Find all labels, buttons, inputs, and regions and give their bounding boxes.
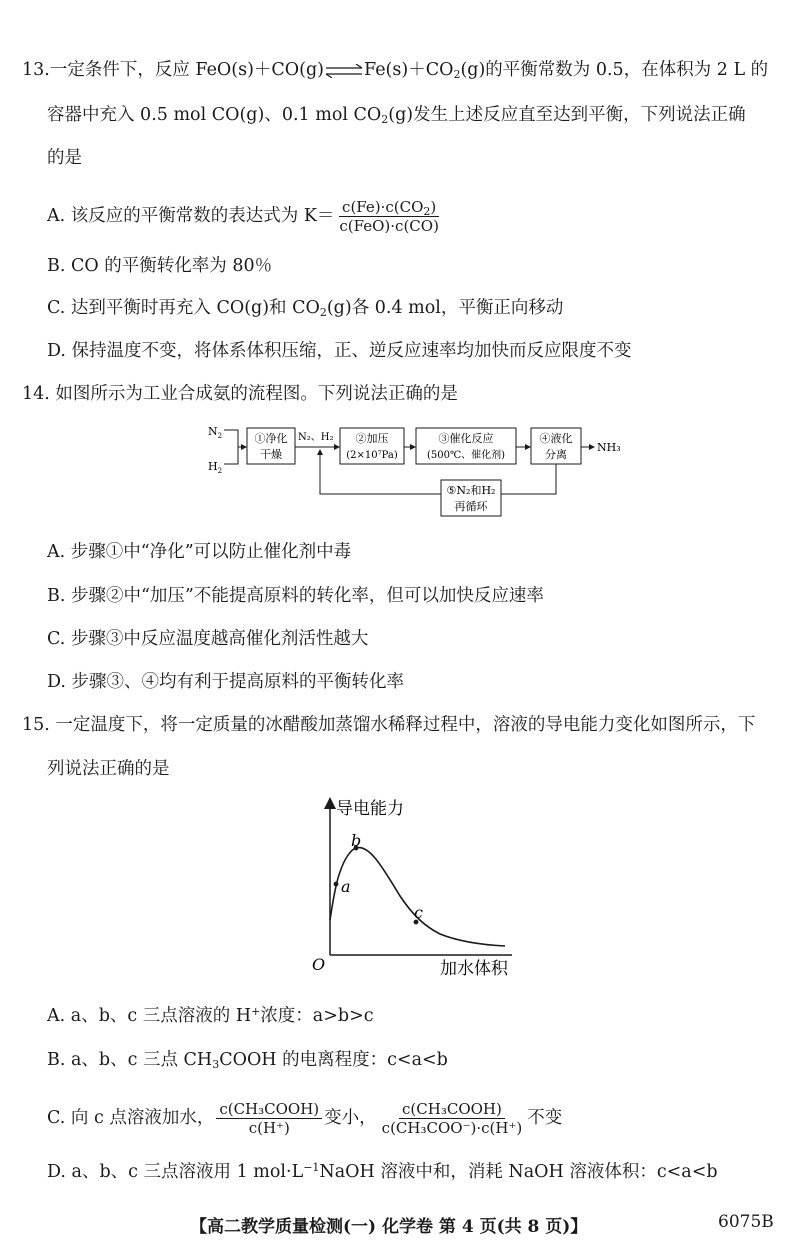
svg-text:②加压: ②加压 (355, 432, 389, 445)
point-a-label: a (341, 877, 351, 896)
equilibrium-arrow-icon (324, 64, 364, 78)
q14-stem: 14. 如图所示为工业合成氨的流程图。下列说法正确的是 (22, 384, 458, 404)
origin-label: O (312, 955, 326, 974)
q15-option-c: C. 向 c 点溶液加水， $\frac{\text{c(CH₃COOH)}}{c(H^+)}$ 变小， $\frac{\text{c(CH₃COOH)}}{\text{c(CH₃COO⁻)·c(H⁺)}}$ 不变 (47, 1100, 563, 1137)
q13-option-a: A. 该反应的平衡常数的表达式为 K＝ $\frac{c(Fe)\cdot c(CO_2)}{\text{c(FeO)·c(CO)}}$ (47, 198, 444, 235)
svg-text:④液化: ④液化 (539, 432, 573, 445)
q14-option-b: B. 步骤②中“加压”不能提高原料的转化率，但可以加快反应速率 (47, 586, 544, 606)
equilibrium-constant-fraction: $\frac{c(Fe)\cdot c(CO_2)}{\text{c(FeO)·c(CO)}}$ (339, 198, 439, 235)
ammonia-synthesis-flowchart (200, 418, 630, 523)
svg-text:⑤N₂和H₂: ⑤N₂和H₂ (446, 484, 496, 497)
q13-stem-line1: 13.一定条件下，反应 FeO(s)＋CO(g) $Fe(s)+CO_2(g)$的平衡常数为 0.5，在体积为 2 L 的 (22, 60, 769, 81)
svg-text:再循环: 再循环 (454, 500, 488, 513)
svg-text:分离: 分离 (545, 448, 567, 461)
paper-code: 6075B (718, 1212, 774, 1232)
conductivity-graph (300, 790, 540, 980)
x-axis-label: 加水体积 (440, 959, 508, 979)
q13-stem-line3: 的是 (47, 148, 82, 168)
q13-option-b: B. CO 的平衡转化率为 80％ (47, 256, 273, 276)
y-axis-label: 导电能力 (336, 799, 404, 819)
q15-option-a: A. a、b、c 三点溶液的 H+浓度：a>b>c (47, 1005, 374, 1026)
point-b-label: b (351, 831, 362, 850)
q14-option-c: C. 步骤③中反应温度越高催化剂活性越大 (47, 629, 369, 649)
point-a-marker (334, 882, 339, 887)
svg-text:①净化: ①净化 (254, 432, 288, 445)
nh3-output-label: NH₃ (597, 441, 621, 454)
ratio-fraction-2: $\frac{\text{c(CH₃COOH)}}{\text{c(CH₃COO⁻)·c(H⁺)}}$ (381, 1100, 523, 1137)
n2-h2-label: N₂、H₂ (298, 432, 334, 443)
conductivity-curve (330, 848, 505, 946)
q14-option-d: D. 步骤③、④均有利于提高原料的平衡转化率 (47, 672, 405, 692)
q15-stem-line1: 15. 一定温度下，将一定质量的冰醋酸加蒸馏水稀释过程中，溶液的导电能力变化如图所示，下 (22, 715, 756, 735)
q14-option-a: A. 步骤①中“净化”可以防止催化剂中毒 (47, 542, 352, 562)
q13-stem-line2: 容器中充入 0.5 mol CO(g)、0.1 mol $CO_2(g)$发生上述反应直至达到平衡，下列说法正确 (47, 105, 746, 126)
svg-text:干燥: 干燥 (260, 448, 282, 461)
q13-option-c: C. 达到平衡时再充入 CO(g)和 $CO_2(g)$各 0.4 mol，平衡正向移动 (47, 298, 564, 319)
svg-text:(2×10⁷Pa): (2×10⁷Pa) (346, 450, 398, 461)
point-c-label: c (414, 903, 423, 922)
svg-text:③催化反应: ③催化反应 (438, 432, 494, 445)
page-footer: 【高二教学质量检测(一) 化学卷 第 4 页(共 8 页)】 (190, 1217, 588, 1237)
q15-option-d: D. a、b、c 三点溶液用 1 $mol\cdot L^{-1}NaOH$ 溶液中和，消耗 NaOH 溶液体积：c<a<b (47, 1161, 718, 1182)
q15-option-b: B. a、b、c 三点 $CH_3COOH$ 的电离程度：c<a<b (47, 1050, 448, 1071)
svg-text:(500℃、催化剂): (500℃、催化剂) (426, 450, 506, 461)
q13-option-d: D. 保持温度不变，将体系体积压缩，正、逆反应速率均加快而反应限度不变 (47, 341, 632, 361)
ratio-fraction-1: $\frac{\text{c(CH₃COOH)}}{c(H^+)}$ (216, 1100, 322, 1137)
h2-input-label: $H_2$ (208, 460, 223, 475)
q15-stem-line2: 列说法正确的是 (47, 759, 170, 779)
n2-input-label: $N_2$ (208, 425, 223, 440)
